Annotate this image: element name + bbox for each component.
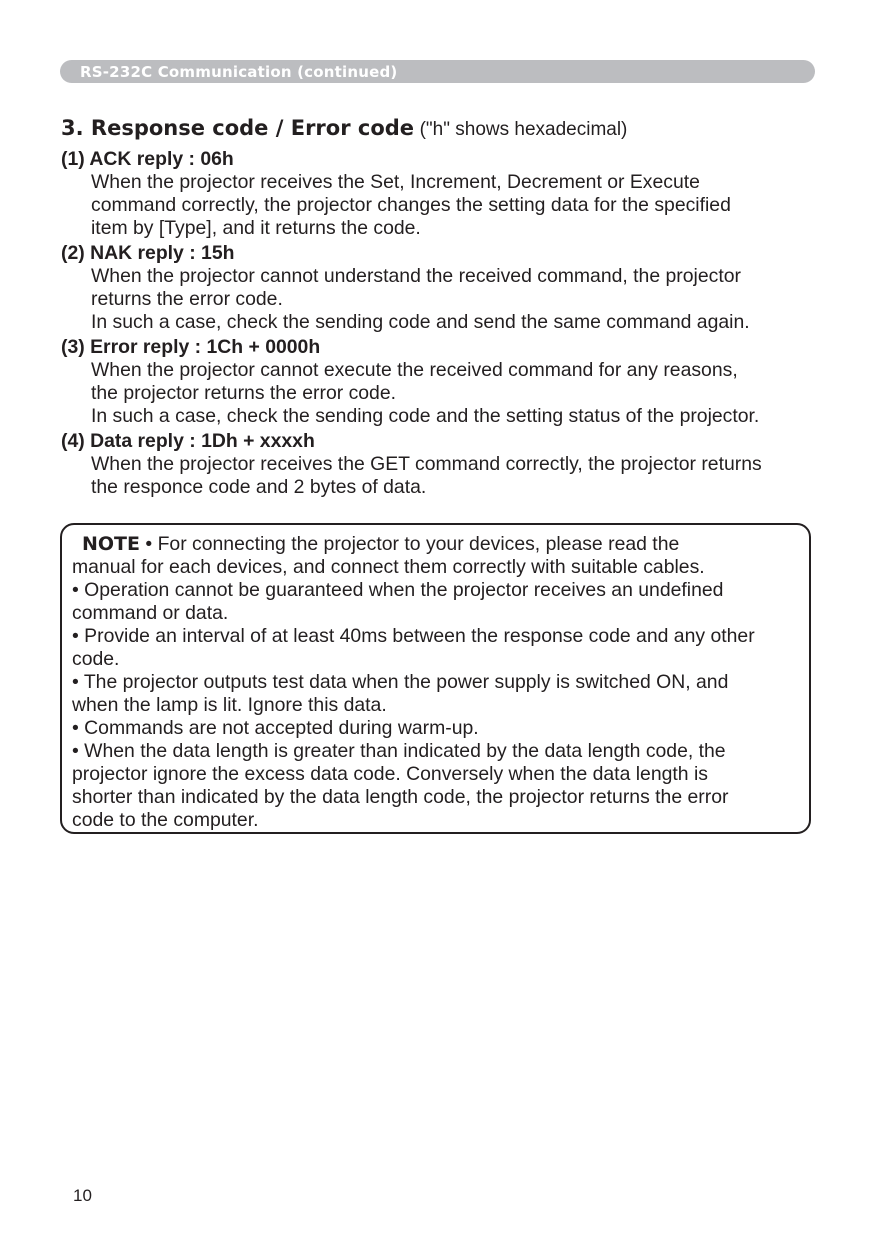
reply-data: [61, 430, 821, 499]
reply-line: In such a case, check the sending code and the setting status of the projector.: [91, 405, 760, 427]
reply-line: When the projector receives the Set, Increment, Decrement or Execute: [91, 171, 700, 193]
reply-heading: (4) Data reply : 1Dh + xxxxh: [61, 430, 315, 452]
header-title: RS-232C Communication (continued): [80, 63, 398, 81]
reply-line: returns the error code.: [91, 288, 283, 310]
reply-line: When the projector cannot understand the received command, the projector: [91, 265, 741, 287]
note-line: projector ignore the excess data code. Conversely when the data length is: [72, 763, 708, 785]
page-number: 10: [73, 1186, 92, 1205]
section-title-main: 3. Response code / Error code: [61, 116, 415, 140]
note-line-text: • For connecting the projector to your devices, please read the: [145, 533, 680, 555]
note-line: • When the data length is greater than indicated by the data length code, the: [72, 740, 726, 762]
note-line: shorter than indicated by the data length code, the projector returns the error: [72, 786, 729, 808]
header-bar: [60, 60, 815, 83]
reply-line: When the projector receives the GET command correctly, the projector returns: [91, 453, 762, 475]
reply-heading: (3) Error reply : 1Ch + 0000h: [61, 336, 321, 358]
reply-body: [61, 265, 821, 334]
reply-line: the responce code and 2 bytes of data.: [91, 476, 427, 498]
reply-body: [61, 359, 821, 428]
note-line: code.: [72, 648, 120, 670]
reply-line: item by [Type], and it returns the code.: [91, 217, 421, 239]
note-line: manual for each devices, and connect them correctly with suitable cables.: [72, 556, 705, 578]
reply-error: [61, 336, 821, 428]
reply-line: command correctly, the projector changes the setting data for the specified: [91, 194, 731, 216]
reply-nak: [61, 242, 821, 334]
note-text: [72, 533, 812, 832]
note-line: when the lamp is lit. Ignore this data.: [72, 694, 387, 716]
reply-line: In such a case, check the sending code and send the same command again.: [91, 311, 750, 333]
note-line: code to the computer.: [72, 809, 259, 831]
note-line: • Commands are not accepted during warm-up.: [72, 717, 479, 739]
reply-line: the projector returns the error code.: [91, 382, 397, 404]
note-line: command or data.: [72, 602, 229, 624]
reply-body: [61, 171, 821, 240]
reply-ack: [61, 148, 821, 240]
reply-line: When the projector cannot execute the received command for any reasons,: [91, 359, 738, 381]
note-line: • Operation cannot be guaranteed when the projector receives an undefined: [72, 579, 724, 601]
note-box: [60, 523, 811, 834]
section-title-subtitle: ("h" shows hexadecimal): [419, 119, 628, 140]
note-line: • Provide an interval of at least 40ms between the response code and any other: [72, 625, 755, 647]
reply-heading: (1) ACK reply : 06h: [61, 148, 234, 170]
note-label: NOTE: [82, 533, 140, 555]
note-line: • The projector outputs test data when the power supply is switched ON, and: [72, 671, 729, 693]
section-title: [61, 116, 627, 141]
reply-body: [61, 453, 821, 499]
reply-heading: (2) NAK reply : 15h: [61, 242, 235, 264]
note-line: [72, 533, 812, 556]
